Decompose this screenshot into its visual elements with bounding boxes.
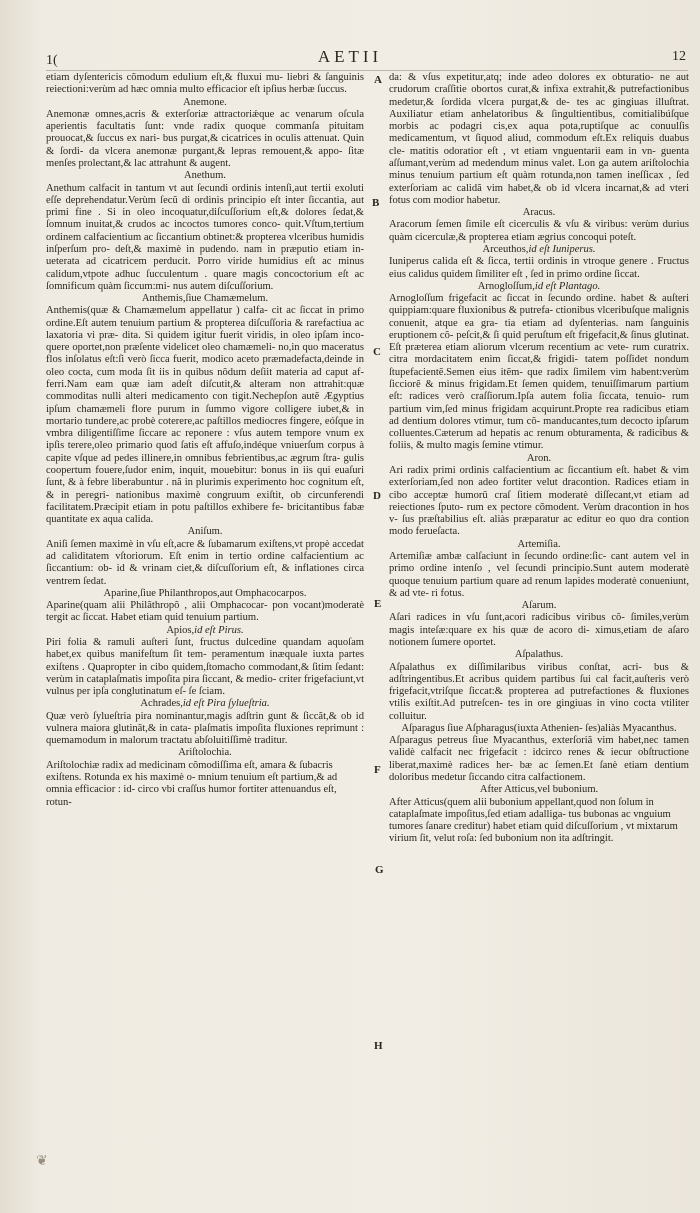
margin-letter-h: H bbox=[374, 1040, 383, 1052]
entry-heading bbox=[46, 625, 364, 637]
paragraph: da: & vſus expetitur,atq; inde adeo dolores ex obturatio- ne aut crudorum craſſitie obortos curat,& infixa extrahit,& putrefactionibus medetur,& ſordida vlcera purgat,& de- tes ac gingiuas illuſtrat. Auxiliatur etiam anhelatoribus & ſingultientibus, comitialibúſque morbis ac podagri cis,ex aqua pota,ruptiſque ac conuulſis medicamentum, vt ſiquod aliud, commodum eſt.Ex reliquis duabus cle- matitis odoratior eſt , vt etiam vnguentarii eam in vn- guenta aſſumant,verùm ad medendum minus valet. Lon ga autem ariſtolochia minus tenuium partium eſt quàm rotunda,non tamen ineſſicax , ſed exterſoriam ac calidã vim habet,& ob id vlcera incarnat,& ad vteri fotus com modior habetur. bbox=[389, 72, 689, 206]
entry-heading-text: Anthemis,ſiue Chamæmelum. bbox=[141, 293, 269, 305]
entry-heading-text: Aſpalathus. bbox=[514, 649, 564, 661]
paragraph: Iuniperus calida eſt & ſicca, tertii ordinis in vtroque genere . Fructus eius calidus quidem ſimiliter eſt , ſed in primo ordine ſiccat. bbox=[389, 256, 689, 280]
entry-heading-gloss: id eſt Pira ſylueſtria. bbox=[182, 698, 270, 710]
entry-heading-text: Anethum. bbox=[184, 170, 226, 182]
paragraph: Aſpalathus ex diſſimilaribus viribus conſtat, acri- bus & adſtringentibus.Et acribus quidem partibus ſui cal facit,auſteris verò frigefacit,vtriſque ſiccat:& propterea ad putrefactiones & fluxiones vtilis exiſtit.Ad putreſcen- tes in ore gingiuas in vino cocta vtiliter colluitur. bbox=[389, 661, 689, 722]
book-title: AETII bbox=[317, 47, 383, 66]
entry-heading-text: Aſarum. bbox=[521, 600, 557, 612]
paragraph: Aſari radices in vſu ſunt,acori radicibus viribus cõ- ſimiles,verùm magis inteſæ:quare ex his quæ de acoro di- ximus,etiam de aſaro notionem ſumere oportet. bbox=[389, 612, 689, 648]
entry-heading-text: Arceuthos, bbox=[482, 243, 529, 255]
paragraph: After Atticus(quem alii bubonium appellant,quod non ſolum in cataplaſmate impoſitus,ſed etiam adalliga- tus bubonas ac vnguium tumores ſanare creditur) habet etiam quid diſcuſſorium , vt mixtarum virium ſit, velut roſa: ſed bubonium non ita adſtringit. bbox=[389, 796, 678, 845]
entry-heading-text: Aron. bbox=[526, 452, 552, 464]
entry-heading-gloss: id eſt Pirus. bbox=[194, 624, 244, 636]
entry-heading bbox=[389, 244, 689, 256]
paragraph: Anemonæ omnes,acris & exterſoriæ attractoriǽque ac venarum oſcula aperientis facultatis ſunt: vnde radix quoque commanſa pituitam prouocat,& ſuccus ex nari- bus purgat,& cicatrices in oculis attenuat. Quin & ſordi- da vlcera anemonæ purgant,& lepras remouent,& appo- ſitæ menſes prolectant,& lac attrahunt & augent. bbox=[46, 108, 364, 169]
entry-heading-text: Aparine,ſiue Philanthropos,aut Omphacocarpos. bbox=[103, 587, 307, 599]
margin-letter-f: F bbox=[374, 764, 381, 776]
entry-heading-gloss: id eſt Plantago. bbox=[534, 280, 601, 292]
entry-heading bbox=[46, 698, 364, 710]
entry-heading-text: Aſparagus ſiue Aſpharagus(iuxta Athenien- ſes)aliàs Myacanthus. bbox=[401, 722, 677, 734]
entry-heading-text: Anemone. bbox=[183, 96, 227, 108]
paragraph: Aparine(quam alii Philãthropõ , alii Omphacocar- pon vocant)moderatè tergit ac ſiccat. Habet etiam quid tenuium partium. bbox=[46, 600, 364, 624]
paragraph: Aniſi ſemen maximè in vſu eſt,acre & ſubamarum exiſtens,vt propè accedat ad caliditatem vſtoriorum. Eſt enim in tertio ordine calfacientium ac ſiccantium: ob- id & vrinam ciet,& diſcuſſorium eſt, & inflationes circa ventrem ſedat. bbox=[46, 538, 364, 587]
margin-letter-b: B bbox=[372, 197, 380, 209]
paragraph: etiam dyſentericis cõmodum edulium eſt,& fluxui mu- liebri & ſanguinis reiectioni:verùm ad hæc omnia multo efficacior eſt ipſius herbæ ſuccus. bbox=[46, 72, 364, 96]
paragraph: Artemiſiæ ambæ calſaciunt in ſecundo ordine:ſic- cant autem vel in primo ordine intenſo , vel ſecundi principio.Sunt autem moderatè quoque tenuium partium quare ad renum lapides moderatè conueniunt, & ad vte- ri fotus. bbox=[389, 550, 689, 599]
paragraph: Piri folia & ramuli auſteri ſunt, fructus dulcedine quandam aquoſam habet,ex quibus manifeſtum ſit tem- peramentum inæquale iuxta partes exiſtens . Quapropter in cibo quidem,ſtomacho commodant,& ſitim ſedant: verùm in cataplaſmatis impoſita pira ſiccant, & medio- criter frigefaciunt,vt vulnus per ipſa conglutinatum eſ- ſe ſciam. bbox=[46, 636, 364, 698]
left-column bbox=[46, 72, 364, 809]
page-number-right: 12 bbox=[672, 49, 686, 64]
entry-heading-text: Apios, bbox=[166, 624, 195, 636]
header-rule bbox=[46, 70, 688, 71]
page-number-left: 1( bbox=[46, 53, 58, 68]
entry-heading bbox=[389, 539, 689, 551]
entry-heading-text: Aracus. bbox=[522, 207, 556, 219]
entry-heading-gloss: id eſt Iuniperus. bbox=[528, 243, 596, 255]
entry-heading bbox=[46, 293, 364, 305]
paragraph: Arnogloſſum frigefacit ac ſiccat in ſecundo ordine. habet & auſteri quippiam:quare fluxionibus & putrefa- ctionibus vlceribuſque malignis conuenit, atque ea gra- tia etiam ad dyſenterias. nam ſanguinis eruptionem cõ- peſcit,& ſi quid peruſtum eſt frigefacit,& ſinus glutinat. Eſt præterea etiam aliorum vlcerum recentium ac vete- rum curatrix. citra mordacitatem enim ſiccat,& frigidi- tatem poſſidet nondum ſtupefacientẽ.Semen eius itẽm- que radix ſimilem vim habent:verùm ſicciorẽ & minus frigidam.Et ſemen quidem, tenuiſſimarum partium eſt: radices verò craſſiorum.Ipſa autem folia ſiccata, tenuio- rum partium vim,ſed minus frigidam acquirunt.Propte rea radicibus etiam ad dentium dolores vtimur, tum cõ- manducantes,tum decocto ipſarum colluentes.Cæterum ad hepatis ac renum obturamenta, & radicibus & foliis, & multo magis ſemine vtimur. bbox=[389, 293, 689, 452]
entry-heading bbox=[389, 784, 689, 796]
entry-heading bbox=[389, 723, 689, 735]
entry-heading-text: Ariſtolochia. bbox=[178, 747, 232, 759]
entry-heading bbox=[46, 588, 364, 600]
entry-heading-text: After Atticus,vel bubonium. bbox=[479, 784, 599, 796]
right-column bbox=[389, 72, 689, 846]
margin-letter-a: A bbox=[374, 74, 382, 86]
entry-heading-text: Achrades, bbox=[140, 698, 183, 710]
entry-heading bbox=[46, 526, 364, 538]
entry-heading-text: Artemiſia. bbox=[517, 538, 561, 550]
entry-heading bbox=[389, 281, 689, 293]
paragraph: Anthemis(quæ & Chamæmelum appellatur ) calfa- cit ac ſiccat in primo ordine.Eſt autem tenuium partium & propterea diſcuſſoria & rarefactiua ac laxatoria vi præ- dita. Si quidem igitur fuerit viridis, in oleo ipſam inco- quere oportet,non præſente videlicet oleo chamæmeli- no,in quo maceratus flos inſolatus eſt:ſi verò ſicca fuerit, modico aceto præmadefacta,deinde in oleo cocta, cum moda ſit iis in quibus nõdum deſiit materia ad caput af- ferri.Nam eam quæ iam adeſt diſcutit,& alteram non attrahit:quæ commoditas nulli alteri medicamento con tigit.Nechepſon autẽ Ægyptius ipſum chamæmeli flore purum in ſummo vigore colligere iubet,& in mortario tundere,ac probè coterere,ac paſtillos mediocres fingere, eóſque in vmbra diligentiſſime ſiccare ac reponere : vſus autem tempore vnum ex ipſis terere,oleo primario quod ſatis eſt affuſo,indéque vniuerſum corpus à capite vſque ad pedes illinere,in omnibus febrientibus,ac ægrum ſtra- gulis coopertum fouere,ſudor enim, inquit, mouebitur: bonus in iis qui euaſuri ſunt, & à febre liberabuntur . nã in plurimis experimento hoc cognitum eſt, & in peregri- nationibus maximè congruum exiſtit, ob circunferendi facilitatem.Præcipit etiam in potu paſtillos exhibere fe- bricitantibus fabæ quantitate ex aqua calida. bbox=[46, 305, 364, 526]
paragraph: Aſparagus petreus ſiue Myacanthus, exterſoriã vim habet,nec tamen validè calfacit nec frigefacit : idcirco renes & iecur obſtructione liberat,maximè radices her- bæ ac ſemen.Et ſanè etiam dentium doloribus medetur ſiccando citra calfactionem. bbox=[389, 735, 689, 784]
margin-letter-g: G bbox=[375, 864, 384, 876]
margin-letter-c: C bbox=[373, 346, 381, 358]
entry-heading bbox=[46, 97, 364, 109]
paragraph: Ari radix primi ordinis calfacientium ac ſiccantium eſt. habet & vim exterſoriam,ſed non adeo fortiter velut dracontion. Radices etiam in cibo acceptæ humorũ craſ ſitiem moderatè diſſecant,vt etiam ad reiectiones ſputo- rum ex pectore cõmodent. Verùm dracontion in hos v- ſus præſtabilius eſt. aliàs præparatur ac editur eo quo dra contion modo ferueſacta. bbox=[389, 465, 689, 538]
running-head bbox=[0, 47, 700, 69]
paragraph: Anethum calfacit in tantum vt aut ſecundi ordinis intenſi,aut tertii exoluti eſſe deprehendatur.Verùm ſecũ di ordinis principio eſt inter ſiccantia, aut primi fine . Si in oleo incoquatur,diſcuſſorium eſt,& dolores ſedat,& ſomnum inuitat,& crudos ac incoctos tumores conco- quit.Vſtum,tertium ordinem calfacientium ac ſiccantium obtinet:& propterea vlceribus humidis inſperſum pro- deſt,& maximè in pudendo. nam in præputio etiam in- ueterata ad cicatricem perducit. Porro viride humidius eſt ac minus calidum,vtpote adhuc ſucculentum . quare magis concoctorium eſt ac ſomnificum quàm ſiccum:mi- nus autem diſcuſſorium. bbox=[46, 182, 364, 292]
paragraph: Quæ verò ſylueſtria pira nominantur,magis adſtrin gunt & ſiccãt,& ob id vulnera maiora glutinãt,& in cata- plaſmatis impoſita fluxiones reprimunt : quemamodum in malorum tractatu abſoluitiſſimè traditur. bbox=[46, 710, 364, 747]
entry-heading bbox=[389, 453, 689, 465]
printers-ornament-icon: ❦ bbox=[36, 1154, 48, 1169]
entry-heading-text: Arnogloſſum, bbox=[477, 280, 535, 292]
margin-letter-d: D bbox=[373, 490, 381, 502]
entry-heading bbox=[389, 207, 689, 219]
entry-heading bbox=[46, 170, 364, 182]
paragraph: Ariſtolochiæ radix ad medicinam cõmodiſſima eſt, amara & ſubacris exiſtens. Rotunda ex his maximè o- mnium tenuium eſt partium,& ad omnia efficacior : id- circo vbi craſſus humor fortiter attenuandus eſt, rotun- bbox=[46, 759, 338, 808]
entry-heading bbox=[389, 649, 689, 661]
entry-heading bbox=[46, 747, 364, 759]
margin-letter-e: E bbox=[374, 598, 382, 610]
entry-heading bbox=[389, 600, 689, 612]
paragraph: Aracorum ſemen ſimile eſt cicerculis & vſu & viribus: verùm durius quàm cicerculæ,& propterea etiam ægrius concoqui poteſt. bbox=[389, 219, 689, 243]
entry-heading-text: Aniſum. bbox=[187, 526, 223, 538]
